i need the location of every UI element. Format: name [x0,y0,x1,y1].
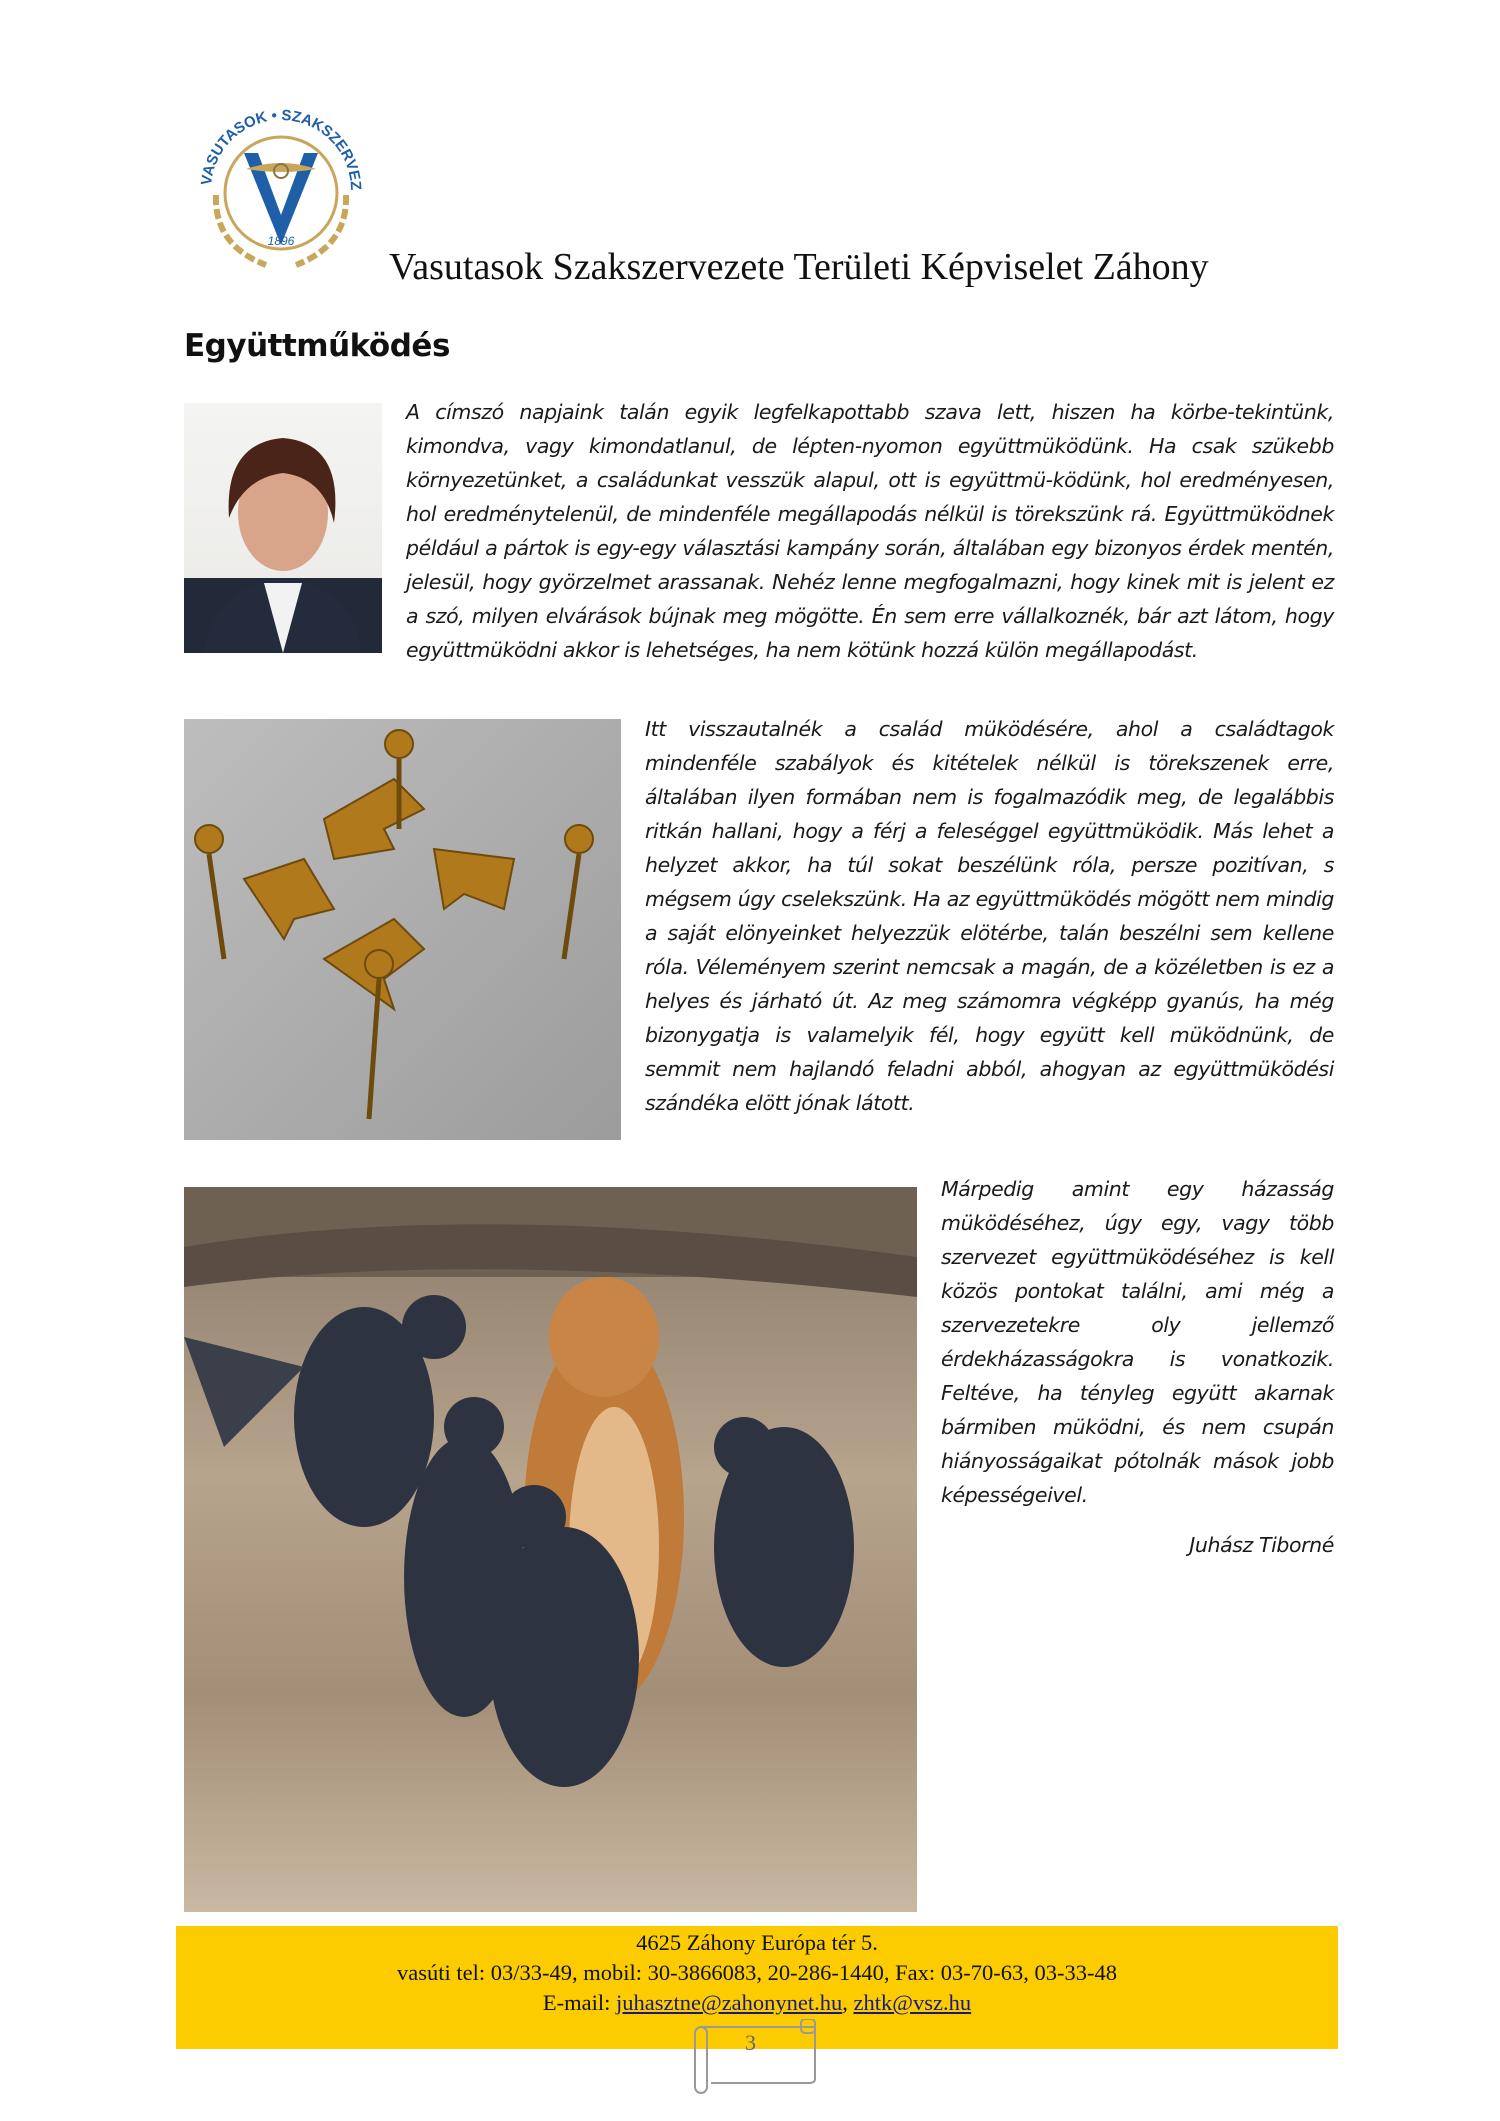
footer-email-line [176,1988,1338,2018]
teamwork-figures-image [184,719,621,1140]
svg-text:VASUTASOK • SZAKSZERVEZETE: VASUTASOK • SZAKSZERVEZ [198,106,365,191]
union-logo [186,95,376,275]
page-number: 3 [745,2030,756,2055]
svg-text:1896: 1896 [267,234,295,248]
article-section-3 [941,1172,1334,1512]
article-section-1 [184,395,1334,667]
author-portrait [184,403,382,653]
article-section-2 [645,712,1334,1120]
paragraph-1: A címszó napjaink talán egyik legfelkapottabb szava lett, hiszen ha körbe-tekintünk, kimondva, vagy kimondatlanul, de lépten-nyomon együttmüködünk. Ha csak szükebb környezetünket, a családunkat vesszük alapul, ott is együttmü-ködünk, hol eredményesen, hol eredménytelenül, de mindenféle megállapodás nélkül is törekszünk rá. Együttmüködnek például a pártok is egy-egy választási kampány során, általában egy bizonyos érdek mentén, jelesül, hogy györzelmet arassanak. Nehéz lenne megfogalmazni, hogy kinek mit is jelent ez a szó, milyen elvárások bújnak meg mögötte. Én sem erre vállalkoznék, bár azt látom, hogy együttmüködni akkor is lehetséges, ha nem kötünk hozzá külön megállapodást. [406,400,1334,662]
paragraph-2: Itt visszautalnék a család müködésére, ahol a családtagok mindenféle szabályok és kitételek nélkül is törekszenek erre, általában ilyen formában nem is fogalmazódik meg, de legalábbis ritkán hallani, hogy a férj a feleséggel együttmüködik. Más lehet a helyzet akkor, ha túl sokat beszélünk róla, persze pozitívan, s mégsem úgy cselekszünk. Ha az együttmüködés mögött nem mindig a saját elönyeinket helyezzük elötérbe, talán beszélni sem kellene róla. Véleményem szerint nemcsak a magán, de a közéletben is ez a helyes és járható út. Az meg számomra végképp gyanús, ha még bizonygatja is valamelyik fél, hogy együtt kell müködnünk, de semmit nem hajlandó feladni abból, ahogyan az együttmüködési szándéka elött jónak látott. [645,717,1334,1115]
email-link-zhtk[interactable]: zhtk@vsz.hu [853,1990,972,2015]
email-separator: , [842,1990,848,2015]
footer-address: 4625 Záhony Európa tér 5. [636,1930,878,1955]
footer-phones: vasúti tel: 03/33-49, mobil: 30-3866083, 20-286-1440, Fax: 03-70-63, 03-33-48 [397,1960,1117,1985]
organization-title: Vasutasok Szakszervezete Területi Képviselet Záhony [389,246,1209,288]
author-signature: Juhász Tiborné [1189,1533,1334,1557]
page-number-scroll-icon [689,2019,825,2095]
email-link-juhasztne[interactable]: juhasztne@zahonynet.hu [616,1990,843,2015]
prairie-dog-and-starlings-image [184,1187,917,1912]
paragraph-3: Márpedig amint egy házasság müködéséhez, úgy egy, vagy több szervezet együttmüködéséhez is kell közös pontokat találni, ami még a szervezetekre oly jellemző érdekházasságokra is vonatkozik. Feltéve, ha tényleg együtt akarnak bármiben müködni, és nem csupán hiányosságaikat pótolnák mások jobb képességeivel. [941,1177,1334,1507]
article-title: Együttműködés [184,328,450,364]
email-label: E-mail: [542,1990,611,2015]
